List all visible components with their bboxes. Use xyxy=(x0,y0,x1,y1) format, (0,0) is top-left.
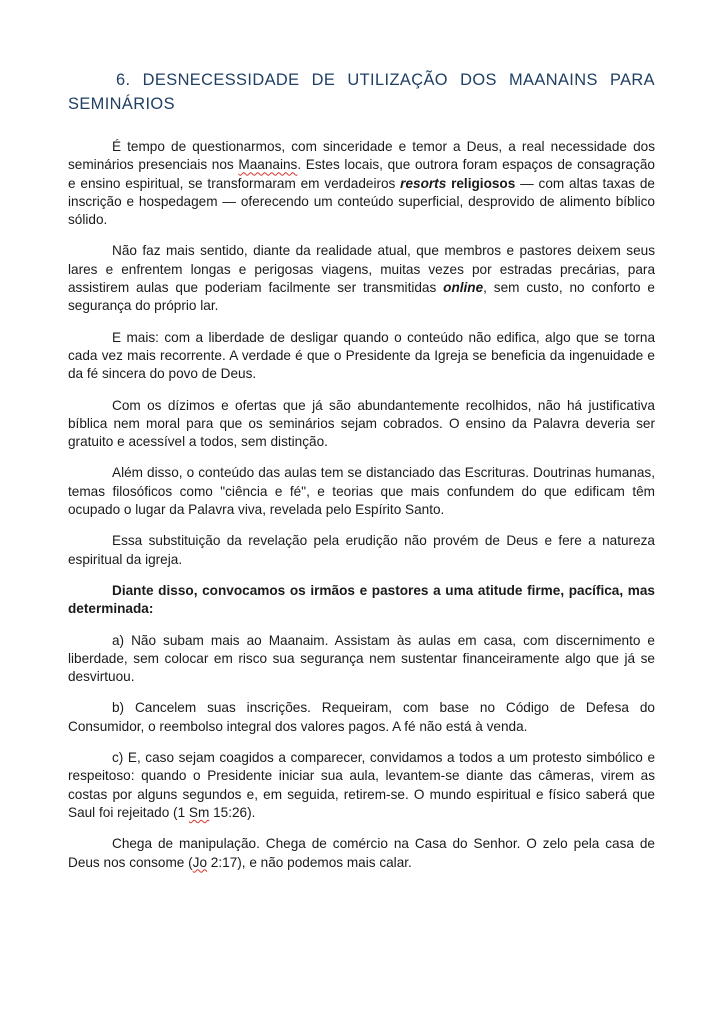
spellcheck-word: Jo xyxy=(192,854,208,870)
paragraph-text: c) E, caso sejam coagidos a comparecer, convidamos a todos a um protesto simbólico e respeitoso: quando o Presidente iniciar sua aula, levantem-se diante das câmeras, virem as costas por alguns segundos e, em seguida, retirem-se. O mundo espiritual e físico saberá que Saul foi rejeitado (1 xyxy=(68,750,655,820)
paragraph-1 xyxy=(68,138,655,229)
section-title: DESNECESSIDADE DE UTILIZAÇÃO DOS MAANAINS PARA SEMINÁRIOS xyxy=(68,71,655,113)
paragraph-8-item-a: a) Não subam mais ao Maanaim. Assistam às aulas em casa, com discernimento e liberdade, sem colocar em risco sua segurança nem sustentar financeiramente algo que já se desvirtuou. xyxy=(68,632,655,685)
paragraph-text: , sem custo, no conforto e segurança do próprio lar. xyxy=(68,280,655,314)
bold-text: religiosos xyxy=(446,175,516,191)
paragraph-2 xyxy=(68,242,655,315)
paragraph-3: E mais: com a liberdade de desligar quando o conteúdo não edifica, algo que se torna cada vez mais recorrente. A verdade é que o Presidente da Igreja se beneficia da ingenuidade e da fé sincera do povo de Deus. xyxy=(68,329,655,382)
paragraph-text: Não faz mais sentido, diante da realidade atual, que membros e pastores deixem seus lares e enfrentem longas e perigosas viagens, muitas vezes por estradas precárias, para assistirem aulas que poderiam facilmente ser transmitidas xyxy=(68,243,655,296)
paragraph-text: É tempo de questionarmos, com sinceridade e temor a Deus, a real necessidade dos seminários presenciais nos xyxy=(68,139,655,173)
spellcheck-word: Maanains xyxy=(238,157,298,173)
section-number: 6. xyxy=(116,71,131,89)
emphasis-text: online xyxy=(443,280,484,296)
paragraph-7-call: Diante disso, convocamos os irmãos e pastores a uma atitude firme, pacífica, mas determinada: xyxy=(68,582,655,617)
paragraph-text: 2:17), e não podemos mais calar. xyxy=(207,854,412,870)
paragraph-text: — com altas taxas de inscrição e hospedagem — oferecendo um conteúdo superficial, desprovido de alimento bíblico sólido. xyxy=(68,175,655,228)
paragraph-5: Além disso, o conteúdo das aulas tem se distanciado das Escrituras. Doutrinas humanas, temas filosóficos como "ciência e fé", e teorias que mais confundem do que edificam têm ocupado o lugar da Palavra viva, revelada pelo Espírito Santo. xyxy=(68,465,655,518)
emphasis-text: resorts xyxy=(400,175,447,191)
paragraph-4: Com os dízimos e ofertas que já são abundantemente recolhidos, não há justificativa bíblica nem moral para que os seminários sejam cobrados. O ensino da Palavra deveria ser gratuito e acessível a todos, sem distinção. xyxy=(68,397,655,450)
section-heading xyxy=(68,68,655,116)
paragraph-6: Essa substituição da revelação pela erudição não provém de Deus e fere a natureza espiritual da igreja. xyxy=(68,533,655,567)
paragraph-text: Chega de manipulação. Chega de comércio na Casa do Senhor. O zelo pela casa de Deus nos consome ( xyxy=(68,836,655,870)
paragraph-text: 15:26). xyxy=(209,804,256,820)
paragraph-9-item-b: b) Cancelem suas inscrições. Requeiram, com base no Código de Defesa do Consumidor, o reembolso integral dos valores pagos. A fé não está à venda. xyxy=(68,700,655,734)
paragraph-10-item-c xyxy=(68,749,655,822)
paragraph-11 xyxy=(68,835,655,872)
spellcheck-word: Sm xyxy=(188,804,210,820)
paragraph-text: . Estes locais, que outrora foram espaços de consagração e ensino espiritual, se transformaram em verdadeiros xyxy=(68,157,655,191)
